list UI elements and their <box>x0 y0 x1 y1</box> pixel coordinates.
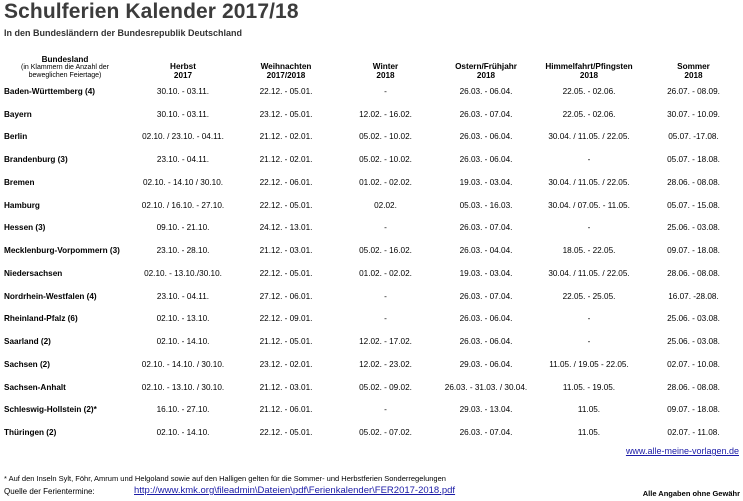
pfingsten-cell: 22.05. - 02.06. <box>562 109 616 119</box>
weihnachten-cell: 21.12. - 02.01. <box>259 155 313 165</box>
weihnachten-cell: 21.12. - 03.01. <box>259 382 313 392</box>
weihnachten-cell: 23.12. - 02.01. <box>259 359 313 369</box>
winter-cell: 02.02. <box>374 200 397 210</box>
column-header-herbst: Herbst 2017 <box>170 62 196 80</box>
sommer-cell: 09.07. - 18.08. <box>667 246 720 256</box>
state-name: Nordrhein-Westfalen (4) <box>4 291 97 301</box>
holiday-table <box>3 50 743 444</box>
state-name: Niedersachsen <box>4 268 63 278</box>
column-header-bundesland: Bundesland (in Klammern die Anzahl der beweglichen Feiertage) <box>21 55 109 79</box>
winter-cell: 05.02. - 07.02. <box>359 428 412 438</box>
winter-cell: 12.02. - 17.02. <box>359 337 412 347</box>
table-row <box>3 148 743 171</box>
sommer-cell: 02.07. - 10.08. <box>667 359 720 369</box>
herbst-cell: 23.10. - 04.11. <box>156 155 210 165</box>
table-row <box>3 103 743 126</box>
sommer-cell: 16.07. -28.08. <box>668 291 719 301</box>
ostern-cell: 26.03. - 31.03. / 30.04. <box>444 382 528 392</box>
weihnachten-cell: 22.12. - 05.01. <box>259 86 313 96</box>
sommer-cell: 30.07. - 10.09. <box>667 109 720 119</box>
table-row <box>3 308 743 331</box>
herbst-cell: 30.10. - 03.11. <box>156 86 210 96</box>
herbst-cell: 09.10. - 21.10. <box>156 223 210 233</box>
page-subtitle: In den Bundesländern der Bundesrepublik Deutschland <box>4 28 243 38</box>
sommer-cell: 28.06. - 08.08. <box>667 177 720 187</box>
pfingsten-cell: 18.05. - 22.05. <box>562 246 616 256</box>
weihnachten-cell: 21.12. - 03.01. <box>259 246 313 256</box>
ostern-cell: 26.03. - 04.04. <box>459 246 513 256</box>
ostern-cell: 26.03. - 06.04. <box>459 86 513 96</box>
page-title: Schulferien Kalender 2017/18 <box>4 0 299 23</box>
sommer-cell: 25.06. - 03.08. <box>667 337 720 347</box>
state-name: Sachsen-Anhalt <box>4 382 66 392</box>
winter-cell: 05.02. - 09.02. <box>359 382 412 392</box>
winter-cell: 01.02. - 02.02. <box>359 177 412 187</box>
herbst-cell: 02.10. - 13.10. / 30.10. <box>141 382 225 392</box>
state-name: Rheinland-Pfalz (6) <box>4 314 78 324</box>
herbst-cell: 30.10. - 03.11. <box>156 109 210 119</box>
sommer-cell: 05.07. - 15.08. <box>667 200 720 210</box>
state-name: Schleswig-Hollstein (2)* <box>4 405 97 415</box>
sommer-cell: 26.07. - 08.09. <box>667 86 720 96</box>
winter-cell: - <box>384 86 387 96</box>
sommer-cell: 09.07. - 18.08. <box>667 405 720 415</box>
sommer-cell: 28.06. - 08.08. <box>667 382 720 392</box>
state-name: Thüringen (2) <box>4 428 57 438</box>
herbst-cell: 02.10. - 14.10. <box>156 428 210 438</box>
weihnachten-cell: 22.12. - 06.01. <box>259 177 313 187</box>
weihnachten-cell: 22.12. - 09.01. <box>259 314 313 324</box>
weihnachten-cell: 23.12. - 05.01. <box>259 109 313 119</box>
ostern-cell: 05.03. - 16.03. <box>459 200 513 210</box>
weihnachten-cell: 21.12. - 06.01. <box>259 405 313 415</box>
footnote: * Auf den Inseln Sylt, Föhr, Amrum und Helgoland sowie auf den Halligen gelten für die Sommer- und Herbstferien Sonderregelungen <box>4 474 446 483</box>
ostern-cell: 19.03. - 03.04. <box>459 177 513 187</box>
ostern-cell: 26.03. - 07.04. <box>459 223 513 233</box>
ostern-cell: 29.03. - 13.04. <box>459 405 513 415</box>
weihnachten-cell: 21.12. - 05.01. <box>259 337 313 347</box>
winter-cell: 12.02. - 23.02. <box>359 359 412 369</box>
table-row <box>3 353 743 376</box>
table-row <box>3 330 743 353</box>
table-row <box>3 171 743 194</box>
ostern-cell: 19.03. - 03.04. <box>459 268 513 278</box>
state-name: Hessen (3) <box>4 223 46 233</box>
state-name: Sachsen (2) <box>4 359 50 369</box>
website-link[interactable]: www.alle-meine-vorlagen.de <box>625 446 739 456</box>
table-row <box>3 421 743 444</box>
state-name: Bremen <box>4 177 35 187</box>
table-row <box>3 239 743 262</box>
winter-cell: 01.02. - 02.02. <box>359 268 412 278</box>
sommer-cell: 25.06. - 03.08. <box>667 223 720 233</box>
winter-cell: - <box>384 223 387 233</box>
table-row <box>3 399 743 422</box>
column-header-sommer: Sommer 2018 <box>677 62 710 80</box>
ostern-cell: 26.03. - 07.04. <box>459 109 513 119</box>
herbst-cell: 02.10. - 14.10. / 30.10. <box>141 359 225 369</box>
sommer-cell: 28.06. - 08.08. <box>667 268 720 278</box>
state-name: Mecklenburg-Vorpommern (3) <box>4 246 120 256</box>
table-row <box>3 80 743 103</box>
herbst-cell: 23.10. - 04.11. <box>156 291 210 301</box>
sommer-cell: 05.07. -17.08. <box>668 132 719 142</box>
table-row <box>3 126 743 149</box>
pfingsten-cell: 30.04. / 07.05. - 11.05. <box>548 200 630 210</box>
herbst-cell: 02.10. - 14.10 / 30.10. <box>142 177 224 187</box>
pfingsten-cell: - <box>587 337 591 347</box>
weihnachten-cell: 22.12. - 05.01. <box>259 200 313 210</box>
weihnachten-cell: 24.12. - 13.01. <box>259 223 313 233</box>
pfingsten-cell: 11.05. / 19.05 - 22.05. <box>549 359 629 369</box>
ostern-cell: 29.03. - 06.04. <box>459 359 513 369</box>
sommer-cell: 05.07. - 18.08. <box>667 155 720 165</box>
herbst-cell: 02.10. - 14.10. <box>156 337 210 347</box>
table-row <box>3 376 743 399</box>
pfingsten-cell: 30.04. / 11.05. / 22.05. <box>548 177 630 187</box>
ostern-cell: 26.03. - 06.04. <box>459 155 513 165</box>
pfingsten-cell: - <box>587 155 591 165</box>
column-header-winter: Winter 2018 <box>372 62 399 80</box>
table-row <box>3 217 743 240</box>
winter-cell: 05.02. - 16.02. <box>359 246 412 256</box>
weihnachten-cell: 27.12. - 06.01. <box>259 291 313 301</box>
herbst-cell: 02.10. - 13.10./30.10. <box>144 268 222 278</box>
pfingsten-cell: 22.05. - 25.05. <box>562 291 616 301</box>
source-link[interactable]: http://www.kmk.org\fileadmin\Dateien\pdf\Ferienkalender\FER2017-2018.pdf <box>134 485 456 496</box>
ostern-cell: 26.03. - 07.04. <box>459 291 513 301</box>
pfingsten-cell: 30.04. / 11.05. / 22.05. <box>548 132 630 142</box>
winter-cell: 05.02. - 10.02. <box>359 155 412 165</box>
state-name: Berlin <box>4 132 28 142</box>
winter-cell: 12.02. - 16.02. <box>359 109 412 119</box>
column-header-pfingsten: Himmelfahrt/Pfingsten 2018 <box>545 62 633 80</box>
winter-cell: - <box>384 291 387 301</box>
pfingsten-cell: 11.05. <box>577 405 601 415</box>
state-name: Brandenburg (3) <box>4 155 68 165</box>
ostern-cell: 26.03. - 06.04. <box>459 314 513 324</box>
state-name: Hamburg <box>4 200 40 210</box>
source-label: Quelle der Ferientermine: <box>4 487 95 496</box>
pfingsten-cell: 11.05. - 19.05. <box>562 382 616 392</box>
column-header-ostern: Ostern/Frühjahr 2018 <box>455 62 517 80</box>
disclaimer: Alle Angaben ohne Gewähr <box>642 489 740 498</box>
table-row <box>3 285 743 308</box>
weihnachten-cell: 21.12. - 02.01. <box>259 132 313 142</box>
table-row <box>3 262 743 285</box>
state-name: Bayern <box>4 109 32 119</box>
sommer-cell: 25.06. - 03.08. <box>667 314 720 324</box>
herbst-cell: 02.10. / 23.10. - 04.11. <box>142 132 224 142</box>
pfingsten-cell: 22.05. - 02.06. <box>562 86 616 96</box>
pfingsten-cell: 11.05. <box>577 428 601 438</box>
table-row <box>3 194 743 217</box>
pfingsten-cell: 30.04. / 11.05. / 22.05. <box>548 268 630 278</box>
pfingsten-cell: - <box>587 314 591 324</box>
state-name: Baden-Württemberg (4) <box>4 86 95 96</box>
herbst-cell: 02.10. / 16.10. - 27.10. <box>141 200 225 210</box>
ostern-cell: 26.03. - 06.04. <box>459 337 513 347</box>
table-header-row <box>3 50 743 80</box>
herbst-cell: 16.10. - 27.10. <box>156 405 210 415</box>
herbst-cell: 02.10. - 13.10. <box>156 314 210 324</box>
state-name: Saarland (2) <box>4 337 51 347</box>
ostern-cell: 26.03. - 06.04. <box>459 132 513 142</box>
weihnachten-cell: 22.12. - 05.01. <box>259 428 313 438</box>
ostern-cell: 26.03. - 07.04. <box>459 428 513 438</box>
winter-cell: 05.02. - 10.02. <box>359 132 412 142</box>
sommer-cell: 02.07. - 11.08. <box>667 428 720 438</box>
winter-cell: - <box>384 405 387 415</box>
pfingsten-cell: - <box>587 223 591 233</box>
herbst-cell: 23.10. - 28.10. <box>156 246 210 256</box>
winter-cell: - <box>384 314 387 324</box>
weihnachten-cell: 22.12. - 05.01. <box>259 268 313 278</box>
column-header-weihnachten: Weihnachten 2017/2018 <box>260 62 312 80</box>
